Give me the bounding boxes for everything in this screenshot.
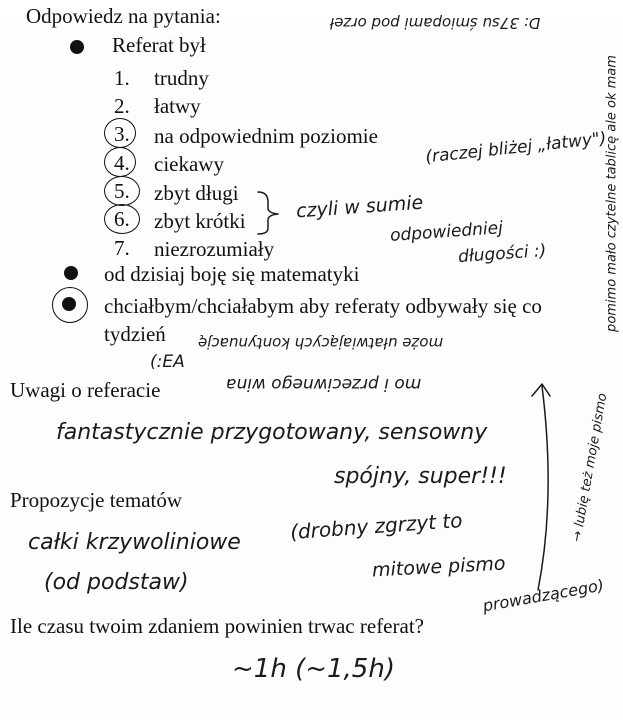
handwritten-bracket [254,188,284,238]
bullet-dot [62,297,76,311]
bullet-dot [70,40,84,54]
section-propozycje: Propozycje tematów [10,488,183,512]
handwritten-poziom-note: (raczej bliżej „łatwy") [424,128,608,168]
handwritten-margin-note: pomimo mało czytelne tablicę ale ok mam [604,55,620,332]
option-text[interactable]: łatwy [154,94,201,118]
handwritten-bracket-note: odpowiedniej [389,218,504,246]
handwritten-propozycje-note: mitowe pismo [371,552,506,582]
section-ile-czasu: Ile czasu twoim zdaniem powinien trwac referat? [10,614,424,638]
handwritten-bracket-note: czyli w sumie [295,191,424,223]
option-number: 2. [114,94,130,118]
handwritten-propozycje-answer: całki krzywoliniowe [28,530,241,555]
option-number: 3. [114,122,130,146]
handwritten-uwagi-answer: fantastycznie przygotowany, sensowny [56,420,488,445]
handwritten-upside-down-note: mo i przeciwnego wina [226,374,422,394]
option-number: 1. [114,66,130,90]
option-weekly-cont: tydzień [104,322,166,346]
section-uwagi: Uwagi o referacie [10,378,161,402]
handwritten-upside-down-note: może ułatwiających kontynuację [198,334,444,352]
option-text[interactable]: zbyt krótki [154,209,246,233]
option-text[interactable]: na odpowiednim poziomie [154,124,378,148]
option-text[interactable]: trudny [154,66,209,90]
option-number: 7. [114,236,130,260]
question-referat-label: Referat był [112,33,206,57]
option-number: 6. [114,207,130,231]
handwritten-propozycje-answer: (od podstaw) [44,570,189,595]
option-number: 5. [114,179,130,203]
option-weekly[interactable]: chciałbym/chciałabym aby referaty odbywały się co [104,294,542,318]
handwritten-arrow [508,378,568,598]
handwritten-upside-down-note: D: 37su śmiopami pod orzeł [330,14,541,32]
option-fear-math[interactable]: od dzisiaj boję się matematyki [104,262,360,286]
handwritten-ea-note: (:EA [150,352,185,372]
option-text[interactable]: zbyt długi [154,181,239,205]
handwritten-bracket-note: długości :) [457,240,547,268]
option-text[interactable]: ciekawy [154,152,224,176]
survey-header: Odpowiedz na pytania: [26,4,221,28]
option-text[interactable]: niezrozumiały [154,237,275,261]
handwritten-uwagi-answer: spójny, super!!! [334,464,507,489]
handwritten-propozycje-note: prowadzącego) [481,575,606,616]
bullet-dot [64,266,78,280]
handwritten-time-answer: ~1h (~1,5h) [232,654,395,684]
handwritten-propozycje-note: (drobny zgrzyt to [289,508,464,544]
option-number: 4. [114,151,130,175]
handwritten-margin-note: → lubię też moje pismo [569,392,611,543]
